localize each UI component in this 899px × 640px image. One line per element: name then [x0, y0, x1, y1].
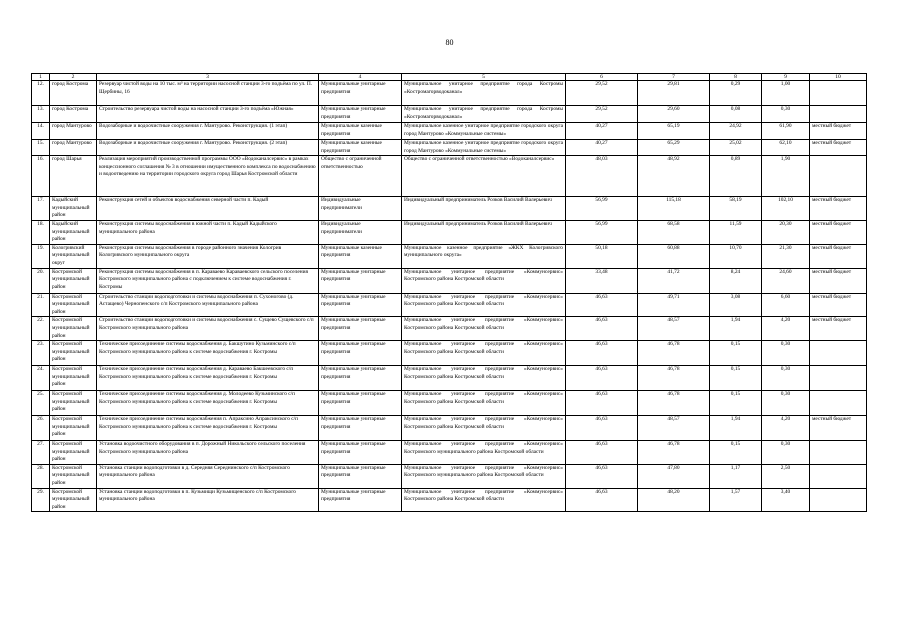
table-row [32, 317, 867, 341]
column-header: 1 [32, 74, 50, 81]
table-row [32, 341, 867, 366]
value-col-7: 65,19 [638, 123, 710, 140]
row-number: 28. [32, 464, 50, 488]
project-description: Реконструкция системы водоснабжения в городе районного значения Кологрив Кологривского муниципального округа [97, 244, 319, 268]
value-col-8: 1,94 [710, 416, 762, 441]
value-col-9: 6,60 [762, 293, 810, 317]
value-col-6: 50,18 [566, 244, 638, 268]
column-header: 6 [566, 74, 638, 81]
row-number: 18. [32, 220, 50, 244]
organization-type: Муниципальные унитарные предприятия [319, 488, 402, 512]
organization-name: Муниципальное унитарное предприятие «Коммунсервис» Костромского района Костромской области [402, 293, 566, 317]
value-col-8: 24,92 [710, 123, 762, 140]
funding-source [810, 464, 867, 488]
project-description: Техническое присоединение системы водоснабжения п. Апраксино Апраксинского с/п Костромского муниципального района к системе водоснабжения г. Костромы [97, 416, 319, 441]
organization-name: Муниципальное унитарное предприятие «Коммунсервис» Костромского района Костромской области [402, 366, 566, 391]
funding-source: местный бюджет [810, 244, 867, 268]
value-col-8: 58,19 [710, 197, 762, 221]
table-row [32, 488, 867, 512]
municipality: Костромской муниципальный район [50, 317, 97, 341]
value-col-9: 0,30 [762, 366, 810, 391]
value-col-6: 46,63 [566, 488, 638, 512]
municipality: Костромской муниципальный район [50, 464, 97, 488]
organization-name: Муниципальное казенное унитарное предприятие городского округа город Мантурово «Коммунальные системы» [402, 140, 566, 156]
value-col-7: 48,20 [638, 488, 710, 512]
funding-source: местный бюджет [810, 197, 867, 221]
value-col-8: 0,15 [710, 441, 762, 465]
value-col-6: 46,63 [566, 416, 638, 441]
value-col-8: 8,24 [710, 268, 762, 293]
organization-type: Муниципальные унитарные предприятия [319, 106, 402, 123]
project-description: Строительство станции водоподготовки и системы водоснабжения п. Сухоногово (д. Астащево) Чернопенского с/п Костромского муниципального района [97, 293, 319, 317]
organization-type: Муниципальные унитарные предприятия [319, 268, 402, 293]
municipality: Костромской муниципальный район [50, 441, 97, 465]
value-col-7: 41,72 [638, 268, 710, 293]
municipality: город Шарья [50, 156, 97, 197]
value-col-9: 21,30 [762, 244, 810, 268]
table-row [32, 366, 867, 391]
organization-type: Муниципальные унитарные предприятия [319, 366, 402, 391]
row-number: 13. [32, 106, 50, 123]
row-number: 24. [32, 366, 50, 391]
value-col-6: 46,63 [566, 317, 638, 341]
organization-name: Муниципальное унитарное предприятие «Коммунсервис» Костромского района Костромской области [402, 341, 566, 366]
municipality: Костромской муниципальный район [50, 366, 97, 391]
organization-type: Муниципальные унитарные предприятия [319, 341, 402, 366]
row-number: 20. [32, 268, 50, 293]
row-number: 15. [32, 140, 50, 156]
organization-name: Муниципальное унитарное предприятие «Коммунсервис» Костромского района Костромской области [402, 268, 566, 293]
row-number: 17. [32, 197, 50, 221]
project-description: Водозаборные и водоочистные сооружения г. Мантурово. Реконструкция. (1 этап) [97, 123, 319, 140]
project-description: Реконструкция сетей и объектов водоснабжения северной части п. Кадый [97, 197, 319, 221]
organization-name: Муниципальное унитарное предприятие «Коммунсервис» Костромского муниципального района Костромской области [402, 441, 566, 465]
value-col-8: 0,15 [710, 391, 762, 416]
value-col-6: 40,27 [566, 140, 638, 156]
funding-source: местный бюджет [810, 293, 867, 317]
funding-source [810, 81, 867, 106]
organization-type: Муниципальные унитарные предприятия [319, 391, 402, 416]
value-col-9: 3,40 [762, 488, 810, 512]
value-col-8: 0,15 [710, 366, 762, 391]
organization-type: Муниципальные унитарные предприятия [319, 293, 402, 317]
value-col-9: 102,10 [762, 197, 810, 221]
organization-name: Муниципальное унитарное предприятие «Коммунсервис» Костромского района Костромской области [402, 488, 566, 512]
municipality: Кадыйский муниципальный район [50, 220, 97, 244]
organization-type: Индивидуальные предприниматели [319, 197, 402, 221]
value-col-8: 11,59 [710, 220, 762, 244]
value-col-7: 49,71 [638, 293, 710, 317]
value-col-9: 2,50 [762, 464, 810, 488]
organization-type: Муниципальные казенные предприятия [319, 123, 402, 140]
organization-type: Общество с ограниченной ответственностью [319, 156, 402, 197]
value-col-6: 40,27 [566, 123, 638, 140]
column-header: 5 [402, 74, 566, 81]
organization-name: Муниципальное казенное предприятие «ЖКХ Кологривского муниципального округа» [402, 244, 566, 268]
column-header: 4 [319, 74, 402, 81]
value-col-6: 46,63 [566, 441, 638, 465]
value-col-9: 4,20 [762, 317, 810, 341]
municipality: Кадыйский муниципальный район [50, 197, 97, 221]
table-row [32, 156, 867, 197]
funding-source: местный бюджет [810, 317, 867, 341]
municipality: Костромской муниципальный район [50, 416, 97, 441]
municipality: Кологривский муниципальный округ [50, 244, 97, 268]
row-number: 21. [32, 293, 50, 317]
value-col-7: 115,18 [638, 197, 710, 221]
column-header: 8 [710, 74, 762, 81]
value-col-6: 29,52 [566, 81, 638, 106]
funding-source: местный бюджет [810, 123, 867, 140]
organization-type: Муниципальные унитарные предприятия [319, 464, 402, 488]
funding-source [810, 441, 867, 465]
value-col-8: 0,15 [710, 341, 762, 366]
organization-name: Общество с ограниченной ответственностью «Водоканалсервис» [402, 156, 566, 197]
organization-type: Муниципальные унитарные предприятия [319, 441, 402, 465]
funding-source [810, 488, 867, 512]
value-col-6: 46,63 [566, 293, 638, 317]
row-number: 27. [32, 441, 50, 465]
table-row [32, 416, 867, 441]
column-header: 2 [50, 74, 97, 81]
value-col-9: 62,10 [762, 140, 810, 156]
value-col-7: 29,81 [638, 81, 710, 106]
value-col-9: 61,90 [762, 123, 810, 140]
value-col-9: 0,30 [762, 341, 810, 366]
municipality: город Мантурово [50, 140, 97, 156]
value-col-8: 0,29 [710, 81, 762, 106]
municipality: Костромской муниципальный район [50, 293, 97, 317]
value-col-7: 68,58 [638, 220, 710, 244]
column-header: 9 [762, 74, 810, 81]
funding-source [810, 366, 867, 391]
value-col-6: 56,99 [566, 197, 638, 221]
value-col-7: 48,92 [638, 156, 710, 197]
column-header: 3 [97, 74, 319, 81]
column-header: 10 [810, 74, 867, 81]
value-col-9: 0,30 [762, 106, 810, 123]
table-row [32, 268, 867, 293]
municipality: город Мантурово [50, 123, 97, 140]
value-col-9: 1,00 [762, 81, 810, 106]
organization-name: Муниципальное унитарное предприятие «Коммунсервис» Костромского района Костромской области [402, 317, 566, 341]
municipality: Костромской муниципальный район [50, 341, 97, 366]
project-description: Строительство станции водоподготовки и системы водоснабжения с. Сущево Сущевского с/п Костромского муниципального района [97, 317, 319, 341]
row-number: 26. [32, 416, 50, 441]
project-description: Установка станции водоподготовки в д. Середняя Середнинского с/п Костромского муниципального района [97, 464, 319, 488]
value-col-8: 1,94 [710, 317, 762, 341]
row-number: 29. [32, 488, 50, 512]
column-header: 7 [638, 74, 710, 81]
value-col-8: 1,17 [710, 464, 762, 488]
row-number: 19. [32, 244, 50, 268]
table-row [32, 441, 867, 465]
value-col-7: 48,57 [638, 317, 710, 341]
table-row [32, 123, 867, 140]
value-col-6: 46,63 [566, 464, 638, 488]
value-col-9: 20,30 [762, 220, 810, 244]
project-description: Резервуар чистой воды на 10 тыс. м³ на территории насосной станции 3-го подъёма по ул. П. Щербины, 16 [97, 81, 319, 106]
value-col-7: 48,57 [638, 416, 710, 441]
row-number: 23. [32, 341, 50, 366]
project-description: Техническое присоединение системы водоснабжения д. Караваево Бакшеевского с/п Костромского муниципального района к системе водоснабжения г. Костромы [97, 366, 319, 391]
organization-name: Индивидуальный предприниматель Розков Василий Валерьевич [402, 220, 566, 244]
municipality: город Кострома [50, 81, 97, 106]
project-description: Установка водоочистного оборудования в п. Дорожный Никольского сельского поселения Костромского муниципального района [97, 441, 319, 465]
table-row [32, 391, 867, 416]
row-number: 25. [32, 391, 50, 416]
table-row [32, 220, 867, 244]
row-number: 12. [32, 81, 50, 106]
value-col-8: 1,57 [710, 488, 762, 512]
organization-name: Индивидуальный предприниматель Розков Василий Валерьевич [402, 197, 566, 221]
table-row [32, 244, 867, 268]
project-description: Реконструкция системы водоснабжения в южной части п. Кадый Кадыйского муниципального района [97, 220, 319, 244]
project-description: Реконструкция системы водоснабжения в п. Караваево Караваевского сельского поселения Костромского муниципального района с подключением к системе водоснабжения г. Костромы [97, 268, 319, 293]
value-col-6: 48,03 [566, 156, 638, 197]
value-col-9: 0,30 [762, 441, 810, 465]
organization-type: Муниципальные унитарные предприятия [319, 416, 402, 441]
organization-type: Муниципальные казенные предприятия [319, 140, 402, 156]
value-col-6: 46,63 [566, 341, 638, 366]
organization-name: Муниципальное казенное унитарное предприятие городского округа город Мантурово «Коммунальные системы» [402, 123, 566, 140]
value-col-9: 0,30 [762, 391, 810, 416]
organization-type: Муниципальные казенные предприятия [319, 244, 402, 268]
table-row [32, 293, 867, 317]
value-col-9: 4,20 [762, 416, 810, 441]
funding-source [810, 156, 867, 197]
project-description: Техническое присоединение системы водоснабжения д. Молодеево Кузьминского с/п Костромского муниципального района к системе водоснабжения г. Костромы [97, 391, 319, 416]
value-col-7: 47,80 [638, 464, 710, 488]
table-row [32, 464, 867, 488]
value-col-6: 33,48 [566, 268, 638, 293]
value-col-8: 10,70 [710, 244, 762, 268]
funding-source: местный бюджет [810, 416, 867, 441]
funding-source [810, 391, 867, 416]
organization-name: Муниципальное унитарное предприятие «Коммунсервис» Костромского района Костромской области [402, 416, 566, 441]
organization-name: Муниципальное унитарное предприятие «Коммунсервис» Костромского муниципального района Костромской области [402, 464, 566, 488]
value-col-8: 25,02 [710, 140, 762, 156]
funding-source [810, 106, 867, 123]
header-row [32, 74, 867, 81]
value-col-7: 46,78 [638, 366, 710, 391]
row-number: 16. [32, 156, 50, 197]
value-col-7: 46,78 [638, 391, 710, 416]
organization-type: Муниципальные унитарные предприятия [319, 317, 402, 341]
municipality: Костромской муниципальный район [50, 391, 97, 416]
value-col-8: 3,08 [710, 293, 762, 317]
organization-name: Муниципальное унитарное предприятие города Костромы «Костромагорводоканал» [402, 106, 566, 123]
value-col-6: 46,63 [566, 366, 638, 391]
municipality: Костромской муниципальный район [50, 488, 97, 512]
funding-source [810, 341, 867, 366]
project-description: Техническое присоединение системы водоснабжения д. Бакшутино Кузьминского с/п Костромского муниципального района к системе водоснабжения г. Костромы [97, 341, 319, 366]
organization-type: Муниципальные унитарные предприятия [319, 81, 402, 106]
funding-source: местный бюджет [810, 140, 867, 156]
table-row [32, 106, 867, 123]
value-col-7: 46,78 [638, 441, 710, 465]
table-row [32, 81, 867, 106]
value-col-6: 56,99 [566, 220, 638, 244]
page-number: 80 [445, 38, 454, 47]
project-description: Установка станции водоподготовки в п. Кузьмищи Кузьмищенского с/п Костромского муниципального района [97, 488, 319, 512]
value-col-9: 1,90 [762, 156, 810, 197]
value-col-8: 0,08 [710, 106, 762, 123]
value-col-7: 60,88 [638, 244, 710, 268]
project-description: Реализация мероприятий производственной программы ООО «Водоканалсервис» в рамках концессионного соглашения № 3 в отношении имущественного комплекса по водоснабжению и водоотведению на территории городского округа город Шарья Костромской области [97, 156, 319, 197]
organization-type: Индивидуальные предприниматели [319, 220, 402, 244]
value-col-7: 46,78 [638, 341, 710, 366]
project-description: Водозаборные и водоочистные сооружения г. Мантурово. Реконструкция. (2 этап) [97, 140, 319, 156]
table-row [32, 197, 867, 221]
municipality: Костромской муниципальный район [50, 268, 97, 293]
organization-name: Муниципальное унитарное предприятие города Костромы «Костромагорводоканал» [402, 81, 566, 106]
value-col-9: 24,60 [762, 268, 810, 293]
row-number: 14. [32, 123, 50, 140]
table-row [32, 140, 867, 156]
funding-source: местный бюджет [810, 268, 867, 293]
value-col-6: 29,52 [566, 106, 638, 123]
municipality: город Кострома [50, 106, 97, 123]
funding-source: местный бюджет [810, 220, 867, 244]
organization-name: Муниципальное унитарное предприятие «Коммунсервис» Костромского района Костромской области [402, 391, 566, 416]
value-col-7: 29,60 [638, 106, 710, 123]
row-number: 22. [32, 317, 50, 341]
value-col-7: 65,29 [638, 140, 710, 156]
project-description: Строительство резервуара чистой воды на насосной станции 3-го подъёма «Южная» [97, 106, 319, 123]
value-col-6: 46,63 [566, 391, 638, 416]
value-col-8: 0,89 [710, 156, 762, 197]
investment-table [31, 73, 867, 512]
